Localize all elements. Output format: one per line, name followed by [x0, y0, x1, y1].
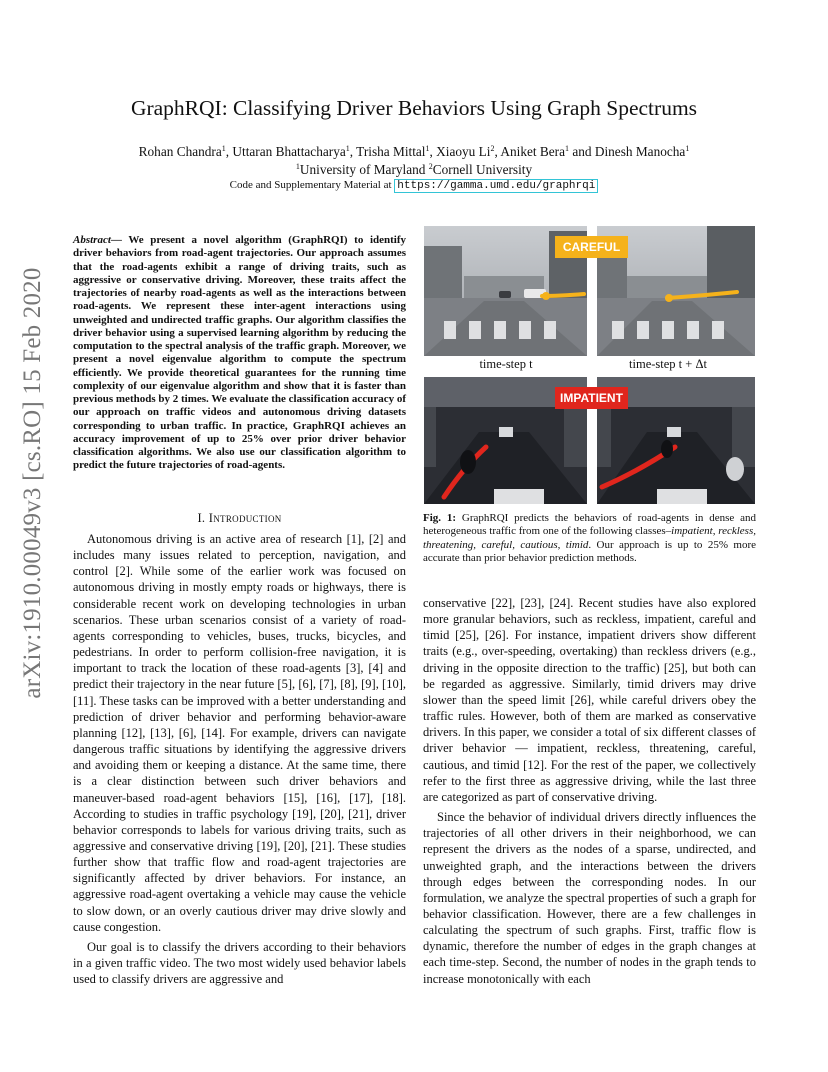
code-prefix: Code and Supplementary Material at: [229, 179, 392, 191]
author-name: Xiaoyu Li: [436, 144, 491, 159]
abstract-dash: —: [110, 234, 122, 246]
figure-caption: [423, 512, 756, 565]
author-name: Uttaran Bhattacharya: [232, 144, 346, 159]
abstract-lead: Abstract: [73, 234, 111, 246]
section-number: I.: [197, 511, 206, 525]
timestep-right-label: time-step t + Δt: [629, 357, 707, 371]
paragraph: Since the behavior of individual drivers directly influences the trajectories of all other drivers in their neighborhood, we can represent the drivers as the nodes of a sparse, undirected, and unweighted graph, and the interactions between the drivers through edges between the corresponding nodes. In our formulation, we analyze the spectral properties of such a graph for behavior classification. However, there are a few challenges in calculating the spectrum of such graphs. First, traffic flow is dynamic, therefore the number of edges in the graph changes at each time-step. Second, the number of nodes in the graph tends to increase monotonically with each: [423, 810, 756, 986]
paper-title: GraphRQI: Classifying Driver Behaviors Using Graph Spectrums: [130, 96, 698, 120]
intro-left-column: [73, 531, 406, 987]
affiliation-marker: 2: [428, 162, 433, 171]
intro-right-column: [423, 595, 756, 987]
paragraph: Autonomous driving is an active area of research [1], [2] and includes many issues related to perception, navigation, and control [2]. While some of the earlier work was focused on autonomous driving in mostly empty roads or highways, there is considerable recent work on developing technologies in urban scenarios. These urban scenarios consist of a variety of road-agents corresponding to vehicles, buses, trucks, bicycles, and pedestrians. In order to perform collision-free navigation, it is important to track the location of these road-agents [3], [4] and predict their trajectory in the near future [5], [6], [7], [8], [9], [10], [11]. These tasks can be improved with a better understanding and prediction of driver behavior and performing behavior-aware planning [12], [13], [6], [14]. For example, drivers can navigate dangerous traffic situations by identifying the aggressive drivers and avoiding them or keeping a distance. At the same time, there is a clear distinction between such driver behaviors and maneuver-based road-agent behaviors [15], [16], [17], [18]. According to studies in traffic psychology [19], [20], [21], driver behavior corresponds to labels for various driving traits, such as aggressive and conservative driving [19], [20], [21]. These studies further show that traffic flow and road-agent trajectories are significantly affected by driver behaviors. For instance, an aggressive road-agent overtaking a vehicle may cause the vehicle to slow down, or an overly cautious driver may drive slowly and cause congestion.: [73, 532, 406, 934]
affiliations: [0, 162, 828, 178]
abstract-text: We present a novel algorithm (GraphRQI) to identify driver behaviors from road-agent trajectories. Our approach assumes that the road-agents exhibit a range of driving traits, such as aggressive or conservative driving. Moreover, these traits affect the trajectories of nearby road-agents as well as the interactions between road-agents. We represent these inter-agent interactions using unweighted and undirected traffic graphs. Our algorithm classifies the driver behavior using a supervised learning algorithm by reducing the computation to the spectral analysis of the traffic graph. Moreover, we present a novel eigenvalue algorithm to compute the spectrum efficiently. We provide theoretical guarantees for the running time complexity of our eigenvalue algorithm and show that it is faster than previous methods by 2 times. We evaluate the classification accuracy of our approach on traffic videos and autonomous driving datasets corresponding to urban traffic. In practice, GraphRQI achieves an accuracy improvement of up to 25% over prior driver behavior classification algorithms. We also use our classification algorithm to predict the future trajectories of road-agents.: [73, 234, 406, 472]
affiliation-2: Cornell University: [432, 162, 533, 177]
abstract: [73, 234, 406, 473]
section-title: Introduction: [208, 511, 282, 525]
caption-tail: . Our approach is up to 25% more accurate than prior behavior prediction methods.: [423, 538, 756, 564]
author-name: Trisha Mittal: [356, 144, 426, 159]
caption-label: Fig. 1:: [423, 512, 457, 524]
caption-text: GraphRQI predicts the behaviors of road-agents in dense and heterogeneous traffic from one of the following classes–: [423, 512, 756, 538]
author-name: Dinesh Manocha: [594, 144, 686, 159]
author-name: Rohan Chandra: [138, 144, 222, 159]
careful-label: CAREFUL: [555, 236, 628, 258]
code-link-line: [0, 179, 828, 192]
caption-classes: impatient, reckless, threatening, careful, cautious, timid: [423, 525, 756, 551]
affiliation-1: University of Maryland: [299, 162, 426, 177]
author-affiliation-marker: 1: [221, 144, 226, 153]
paragraph: Our goal is to classify the drivers according to their behaviors in a given traffic video. The two most widely used behavior labels used to classify drivers are aggressive and: [73, 939, 406, 987]
author-affiliation-marker: 1: [565, 144, 569, 153]
author-affiliation-marker: 1: [685, 144, 690, 153]
affiliation-marker: 1: [295, 162, 300, 171]
paragraph: conservative [22], [23], [24]. Recent studies have also explored more granular behaviors, such as reckless, impatient, careful and timid [25], [26]. For instance, impatient drivers show different traits (e.g., over-speeding, overtaking) than reckless drivers (e.g., driving in the opposite direction to the traffic) [25], but both can be regarded as aggressive. Similarly, timid drivers may drive slower than the speed limit [26], while careful drivers obey the traffic rules. However, both of them are marked as conservative drivers. In this paper, we consider a total of six different classes of driver behavior — impatient, reckless, threatening, careful, cautious, and timid [12]. For the rest of the paper, we collectively refer to the first three as aggressive driving, while the last three are categorized as part of conservative driving.: [423, 596, 756, 804]
code-url-link[interactable]: https://gamma.umd.edu/graphrqi: [394, 179, 598, 193]
impatient-label: IMPATIENT: [555, 387, 628, 409]
section-heading: [73, 511, 406, 526]
author-affiliation-marker: 2: [490, 144, 495, 153]
arxiv-identifier: [18, 267, 48, 699]
author-affiliation-marker: 1: [425, 144, 430, 153]
author-affiliation-marker: 1: [345, 144, 350, 153]
timestep-left-label: time-step t: [479, 357, 533, 371]
author-list: Rohan Chandra$^1$, Uttaran Bhattacharya$^1$, Trisha Mittal$^1$, Xiaoyu Li$^2$, Aniket Bera$^1$ and Dinesh Manocha$^1$: [138, 144, 690, 159]
author-name: Aniket Bera: [500, 144, 565, 159]
arxiv-identifier-text: arXiv:1910.00049v3 [cs.RO] 15 Feb 2020: [19, 267, 46, 699]
